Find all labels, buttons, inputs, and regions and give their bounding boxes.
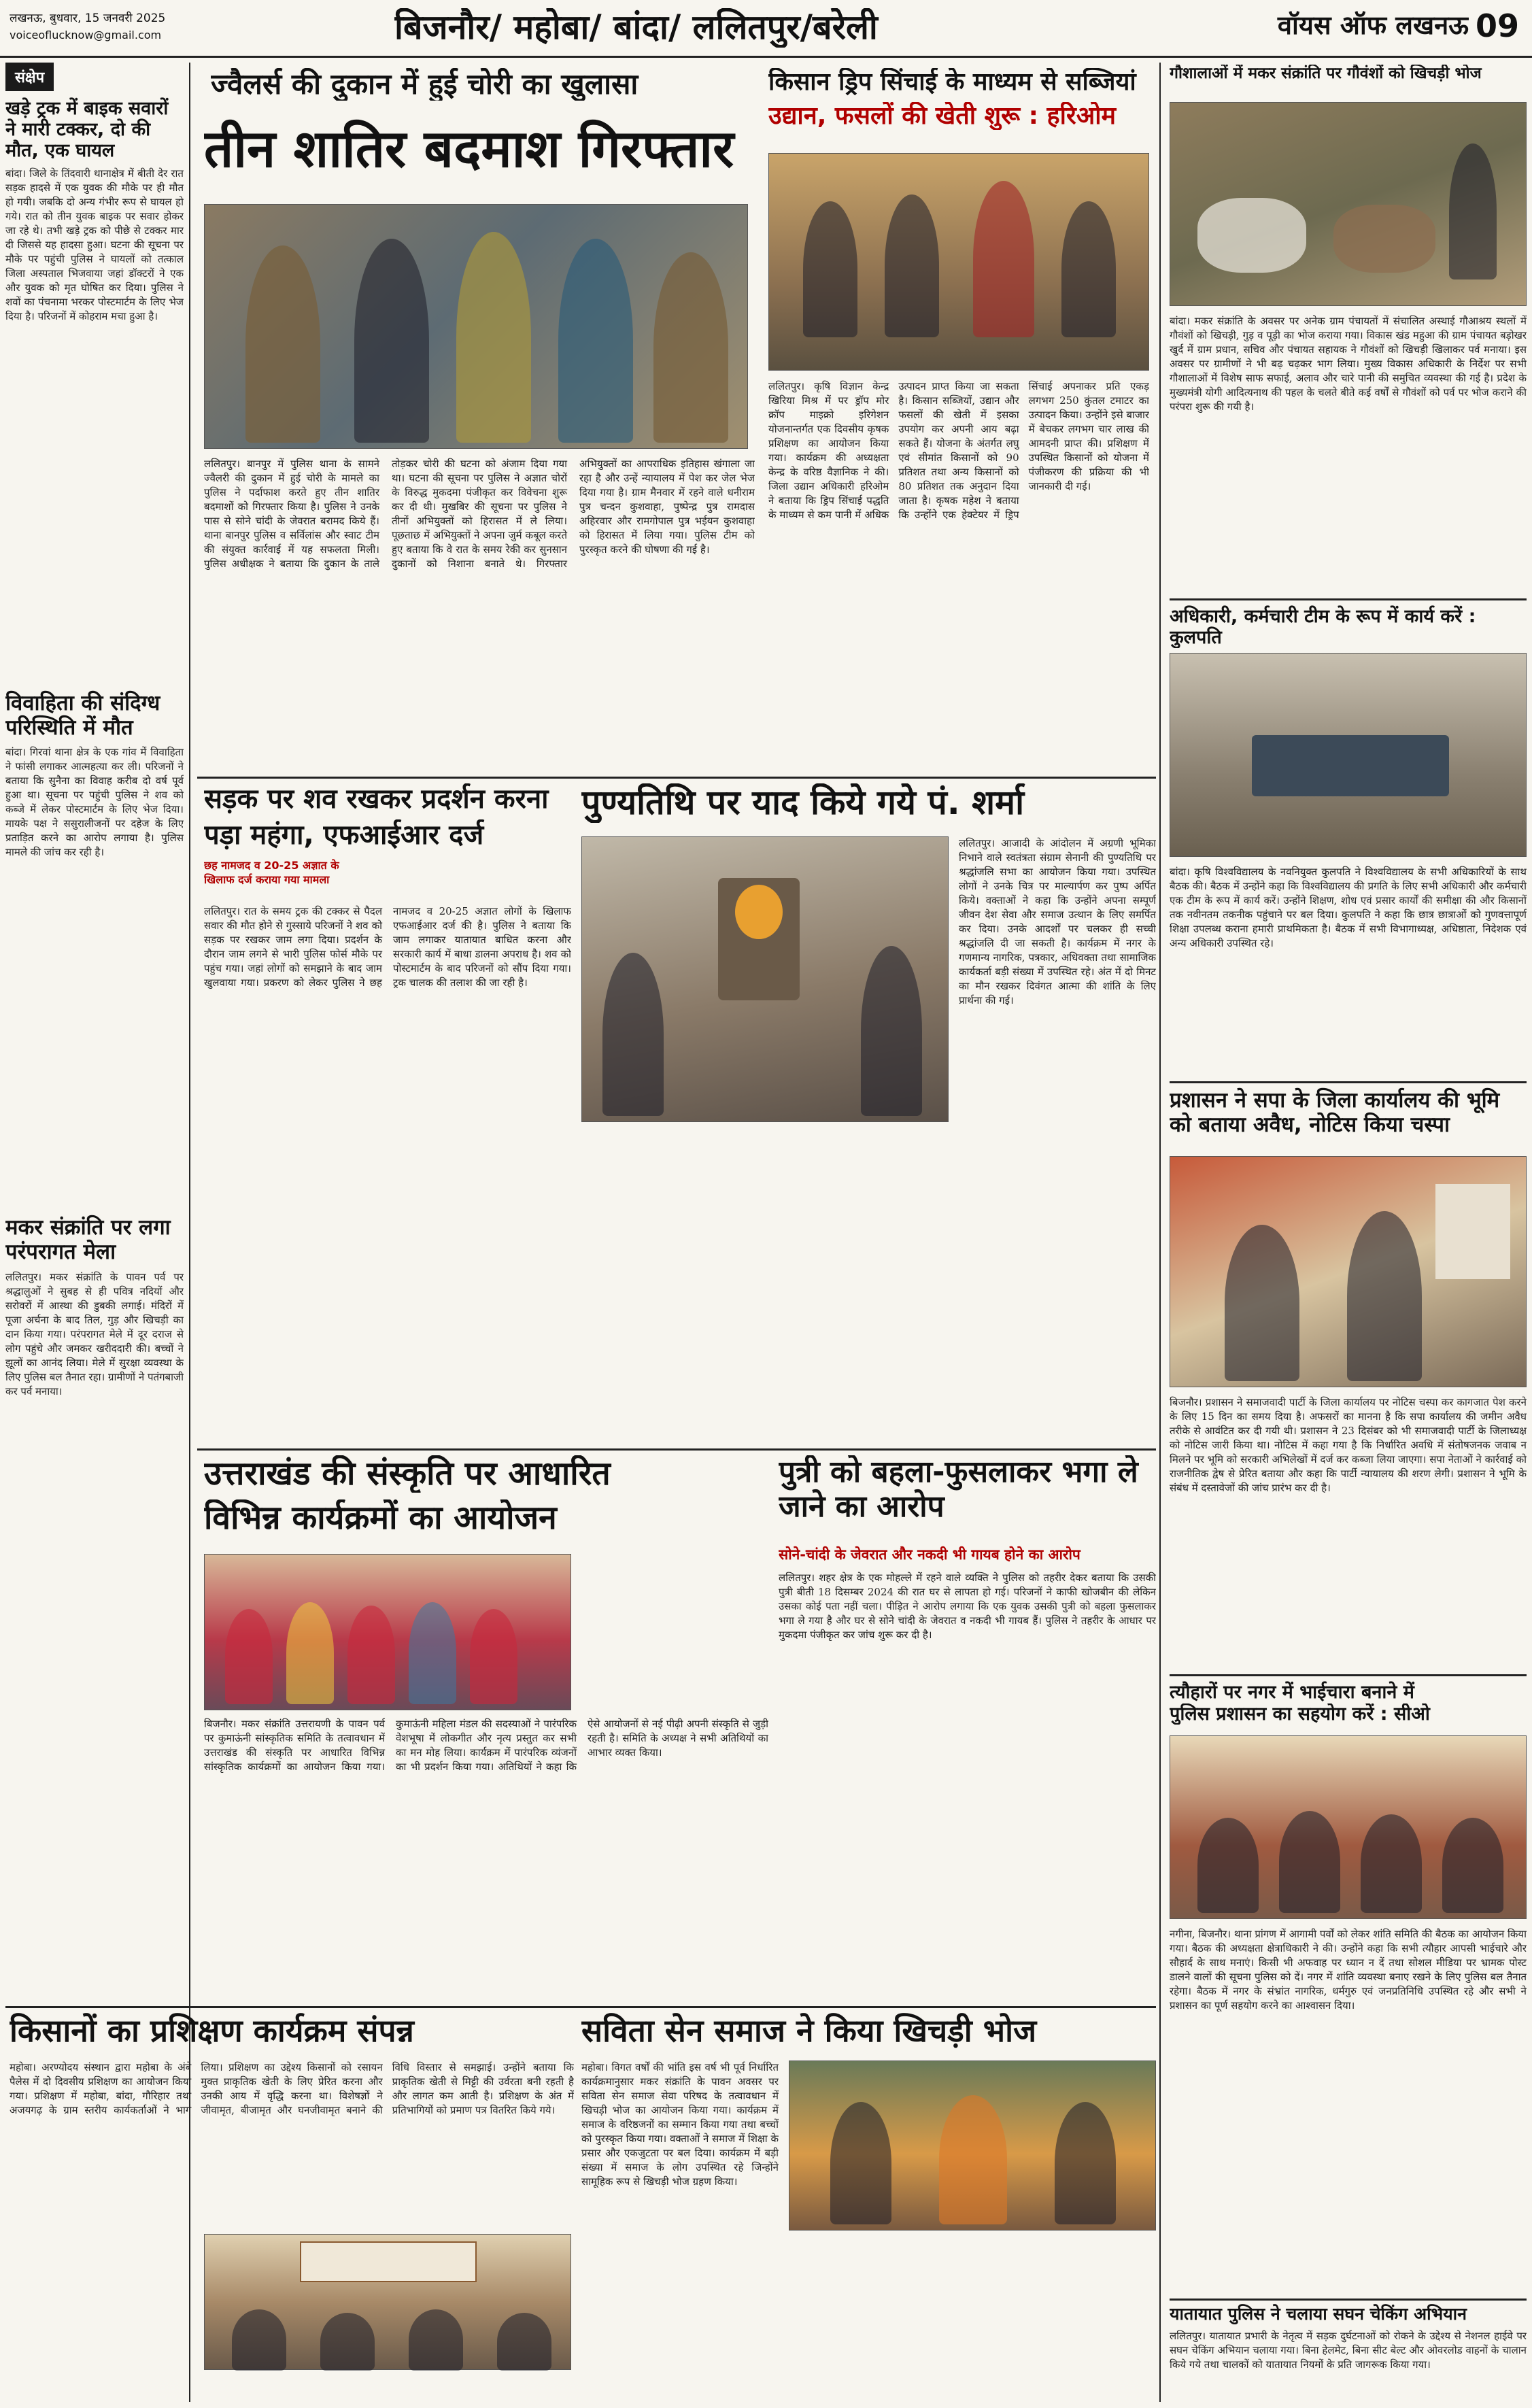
kisanon-body: महोबा। अरण्योदय संस्थान द्वारा महोबा के अंबे पैलेस में दो दिवसीय प्रशिक्षण का आयोजन किया गया। प्रशिक्षण में महोबा, बांदा, गौरिहार तथा अजयगढ़ के ग्राम स्तरीय कार्यकर्ताओं ने भाग लिया। प्रशिक्षण का उद्देश्य किसानों को रसायन मुक्त प्राकृतिक खेती के लिए प्रेरित करना और उनकी आय में वृद्धि करना था। विशेषज्ञों ने जीवामृत, बीजामृत और घनजीवामृत बनाने की विधि विस्तार से समझाई। उन्होंने बताया कि प्राकृतिक खेती से मिट्टी की उर्वरता बनी रहती है और लागत कम आती है। प्रशिक्षण के अंत में प्रतिभागियों को प्रमाण पत्र वितरित किये गये। [10, 2061, 574, 2116]
paper-name: वॉयस ऑफ लखनऊ [1277, 11, 1469, 40]
prashasan-headline: प्रशासन ने सपा के जिला कार्यालय की भूमि को बताया अवैध, नोटिस किया चस्पा [1170, 1081, 1527, 1137]
lead-kicker: ज्वैलर्स की दुकान में हुई चोरी का खुलासा [211, 68, 639, 101]
putri-strap: सोने-चांदी के जेवरात और नकदी भी गायब होने का आरोप [779, 1546, 1080, 1563]
putri-headline: पुत्री को बहला-फुसलाकर भगा ले जाने का आरोप [779, 1455, 1138, 1524]
officer-headline: अधिकारी, कर्मचारी टीम के रूप में कार्य करें : कुलपति [1170, 598, 1527, 648]
lead-headline: तीन शातिर बदमाश गिरफ्तार [204, 119, 734, 179]
kisan-body: ललितपुर। कृषि विज्ञान केन्द्र खिरिया मिश्र में पर ड्रॉप मोर क्रॉप माइक्रो इरिगेशन योजनान्तर्गत एक दिवसीय कृषक प्रशिक्षण का आयोजन किया गया। कार्यक्रम की अध्यक्षता केन्द्र के वरिष्ठ वैज्ञानिक ने की। जिला उद्यान अधिकारी हरिओम ने बताया कि ड्रिप सिंचाई पद्धति के माध्यम से कम पानी में अधिक उत्पादन प्राप्त किया जा सकता है। किसान सब्जियों, उद्यान और फसलों की खेती में इसका उपयोग कर अपनी आय बढ़ा सकते हैं। योजना के अंतर्गत लघु एवं सीमांत किसानों को 90 प्रतिशत तथा अन्य किसानों को 80 प्रतिशत तक अनुदान दिया जाता है। कृषक महेश ने बताया कि उन्होंने एक हेक्टेयर में ड्रिप सिंचाई अपनाकर प्रति एकड़ लगभग 250 कुंतल टमाटर का उत्पादन किया। उन्होंने इसे बाजार में बेचकर लगभग चार लाख की आमदनी प्राप्त की। प्रशिक्षण में उपस्थित किसानों को योजना में पंजीकरण की प्रक्रिया की भी जानकारी दी गई। [768, 380, 1149, 521]
band-rule-3 [5, 2006, 1156, 2008]
uttarakhand-body: बिजनौर। मकर संक्रांति उत्तरायणी के पावन पर्व पर कुमाऊंनी सांस्कृतिक समिति के तत्वावधान में उत्तराखंड की संस्कृति पर आधारित विभिन्न सांस्कृतिक कार्यक्रमों का आयोजन किया गया। कुमाऊंनी महिला मंडल की सदस्याओं ने पारंपरिक वेशभूषा में लोकगीत और नृत्य प्रस्तुत कर सभी का मन मोह लिया। कार्यक्रम में पारंपरिक व्यंजनों का भी प्रदर्शन किया गया। अतिथियों ने कहा कि ऐसे आयोजनों से नई पीढ़ी अपनी संस्कृति से जुड़ी रहती है। समिति के अध्यक्ष ने सभी अतिथियों का आभार व्यक्त किया। [204, 1718, 768, 1773]
officer-photo [1170, 653, 1527, 857]
masthead [0, 0, 1532, 56]
tyohar-photo [1170, 1735, 1527, 1919]
sadak-strap: छह नामजद व 20-25 अज्ञात के खिलाफ दर्ज कराया गया मामला [204, 859, 339, 886]
page-number: 09 [1476, 8, 1520, 44]
savita-body-continued [789, 2237, 1156, 2401]
date-line: लखनऊ, बुधवार, 15 जनवरी 2025 [10, 12, 166, 25]
band-rule-2 [197, 1448, 1156, 1451]
uttarakhand-photo [204, 1554, 571, 1710]
savita-body: महोबा। विगत वर्षों की भांति इस वर्ष भी पूर्व निर्धारित कार्यक्रमानुसार मकर संक्रांति के पावन अवसर पर सविता सेन समाज सेवा परिषद के तत्वावधान में खिचड़ी भोज का आयोजन किया गया। कार्यक्रम में समाज के वरिष्ठजनों का सम्मान किया गया तथा बच्चों को पुरस्कृत किया गया। वक्ताओं ने समाज में शिक्षा के प्रसार और एकजुटता पर बल दिया। कार्यक्रम में बड़ी संख्या में समाज के लोग उपस्थित रहे जिन्होंने सामूहिक रूप से खिचड़ी भोज ग्रहण किया। [581, 2061, 779, 2188]
uttarakhand-headline-line2: विभिन्न कार्यक्रमों का आयोजन [204, 1499, 557, 1537]
column-rule-2 [1159, 63, 1161, 2402]
brief-item3-title: मकर संक्रांति पर लगा परंपरागत मेला [5, 1215, 171, 1265]
gaushala-photo [1170, 102, 1527, 306]
regions: बिजनौर/ महोबा/ बांदा/ ललितपुर/बरेली [394, 8, 878, 47]
tyohar-headline-line2: पुलिस प्रशासन का सहयोग करें : सीओ [1170, 1703, 1430, 1725]
gaushala-body: बांदा। मकर संक्रांति के अवसर पर अनेक ग्राम पंचायतों में संचालित अस्थाई गौआश्रय स्थलों में गौवंशों को खिचड़ी, गुड़ व पूड़ी का भोज कराया गया। विकास खंड महुआ की ग्राम पंचायत बड़ोखर खुर्द में ग्राम प्रधान, सचिव और पंचायत सहायक ने गौवंशों को खिचड़ी खिलाकर पर्व मनाया। इस अवसर पर ग्रामीणों ने भी बढ़ चढ़कर भाग लिया। मुख्य विकास अधिकारी के निर्देश पर सभी गौशालाओं में विशेष साफ सफाई, अलाव और चारे पानी की समुचित व्यवस्था की गई है। प्रदेश के मुख्यमंत्री योगी आदित्यनाथ की पहल के चलते बीते कई वर्षों से गौवंशों को पर्व पर भोज कराने की परंपरा शुरू की गयी है। [1170, 315, 1527, 413]
putri-body: ललितपुर। शहर क्षेत्र के एक मोहल्ले में रहने वाले व्यक्ति ने पुलिस को तहरीर देकर बताया कि उसकी पुत्री बीती 18 दिसम्बर 2024 की रात घर से लापता हो गई। परिजनों ने काफी खोजबीन की लेकिन उसका कोई पता नहीं चला। पीड़ित ने आरोप लगाया कि एक युवक उसकी पुत्री को बहला फुसलाकर भगा ले गया है और घर से सोने चांदी के जेवरात व नकदी भी गायब हैं। पुलिस ने तहरीर के आधार पर मुकदमा पंजीकृत कर जांच शुरू कर दी है। [779, 1572, 1156, 1641]
tyohar-body: नगीना, बिजनौर। थाना प्रांगण में आगामी पर्वों को लेकर शांति समिति की बैठक का आयोजन किया गया। बैठक की अध्यक्षता क्षेत्राधिकारी ने की। उन्होंने कहा कि सभी त्यौहार आपसी भाईचारे और सौहार्द के साथ मनाएं। किसी भी अफवाह पर ध्यान न दें तथा सोशल मीडिया पर भ्रामक पोस्ट डालने वालों की सूचना पुलिस को दें। नगर में शांति व्यवस्था बनाए रखने के लिए पुलिस बल तैनात रहेगा। बैठक में नगर के संभ्रांत नागरिक, धर्मगुरु एवं जनप्रतिनिधि उपस्थित रहे और सभी ने प्रशासन का पूर्ण सहयोग करने का आश्वासन दिया। [1170, 1928, 1527, 2012]
checking-body: ललितपुर। यातायात प्रभारी के नेतृत्व में सड़क दुर्घटनाओं को रोकने के उद्देश्य से नेशनल हाईवे पर सघन चेकिंग अभियान चलाया गया। बिना हेलमेट, बिना सीट बेल्ट और ओवरलोड वाहनों के चालान किये गये तथा चालकों को यातायात नियमों के प्रति जागरूक किया गया। [1170, 2330, 1527, 2371]
brief-label: संक्षेप [5, 63, 54, 91]
brief-column [5, 63, 184, 2402]
punya-headline: पुण्यतिथि पर याद किये गये पं. शर्मा [581, 783, 1025, 822]
uttarakhand-headline-line1: उत्तराखंड की संस्कृति पर आधारित [204, 1455, 611, 1493]
punya-body: ललितपुर। आजादी के आंदोलन में अग्रणी भूमिका निभाने वाले स्वतंत्रता संग्राम सेनानी की पुण्यतिथि पर श्रद्धांजलि सभा का आयोजन किया गया। उपस्थित लोगों ने उनके चित्र पर माल्यार्पण कर पुष्प अर्पित किये। वक्ताओं ने कहा कि उन्होंने अपना सम्पूर्ण जीवन देश सेवा और समाज उत्थान के लिए समर्पित कर दिया। उनके आदर्शों पर चलकर ही सच्ची श्रद्धांजलि दी जा सकती है। कार्यक्रम में नगर के गणमान्य नागरिक, पत्रकार, अधिवक्ता तथा सामाजिक कार्यकर्ता बड़ी संख्या में उपस्थित रहे। अंत में दो मिनट का मौन रखकर दिवंगत आत्मा की शांति के लिए प्रार्थना की गई। [959, 837, 1156, 1006]
tyohar-headline-line1: त्यौहारों पर नगर में भाईचारा बनाने में [1170, 1674, 1527, 1703]
lead-photo [204, 204, 748, 449]
punya-body-continued [581, 1130, 949, 1436]
savita-photo [789, 2061, 1156, 2231]
punya-photo [581, 836, 949, 1122]
checking-headline: यातायात पुलिस ने चलाया सघन चेकिंग अभियान [1170, 2299, 1527, 2324]
kisan-headline-line1: किसान ड्रिप सिंचाई के माध्यम से सब्जियां [768, 68, 1136, 96]
gaushala-headline: गौशालाओं में मकर संक्रांति पर गौवंशों को खिचड़ी भोज [1170, 65, 1482, 82]
band-rule-1 [197, 777, 1156, 779]
kisan-photo [768, 153, 1149, 371]
prashasan-body: बिजनौर। प्रशासन ने समाजवादी पार्टी के जिला कार्यालय पर नोटिस चस्पा कर कागजात पेश करने के लिए 15 दिन का समय दिया है। अफसरों का मानना है कि सपा कार्यालय की जमीन अवैध तरीके से आवंटित कर दी गयी थी। प्रशासन ने 23 दिसंबर को भी समाजवादी पार्टी के जिलाध्यक्ष को नोटिस जारी किया था। नोटिस में कहा गया है कि निर्धारित अवधि में संतोषजनक जवाब न मिलने पर भूमि को सरकारी अभिलेखों में दर्ज कर कब्जा लिया जाएगा। सपा नेताओं ने कार्रवाई को राजनीतिक द्वेष से प्रेरित बताया और कहा कि पार्टी न्यायालय की शरण लेगी। प्रशासन ने भूमि के संबंध में दस्तावेजों की जांच प्रारंभ कर दी है। [1170, 1396, 1527, 1494]
kisan-headline-line2: उद्यान, फसलों की खेती शुरू : हरिओम [768, 102, 1117, 130]
savita-headline: सविता सेन समाज ने किया खिचड़ी भोज [581, 2013, 1037, 2049]
brief-item3-body: ललितपुर। मकर संक्रांति के पावन पर्व पर श्रद्धालुओं ने सुबह से ही पवित्र नदियों और सरोवरों में आस्था की डुबकी लगाई। मंदिरों में पूजा अर्चना के बाद तिल, गुड़ और खिचड़ी का दान किया गया। परंपरागत मेले में दूर दराज से लोग पहुंचे और जमकर खरीददारी की। बच्चों ने झूलों का आनंद लिया। मेले में सुरक्षा व्यवस्था के लिए पुलिस बल तैनात रहा। ग्रामीणों ने पतंगबाजी कर पर्व मनाया। [5, 1270, 184, 1397]
sadak-body: ललितपुर। रात के समय ट्रक की टक्कर से पैदल सवार की मौत होने से गुस्साये परिजनों ने शव को सड़क पर रखकर जाम लगा दिया। प्रदर्शन के दौरान जाम लगने से भारी पुलिस फोर्स मौके पर पहुंच गया। जहां लोगों को समझाने के बाद जाम खुलवाया गया। प्रकरण को लेकर पुलिस ने छह नामजद व 20-25 अज्ञात लोगों के खिलाफ एफआईआर दर्ज की है। पुलिस ने बताया कि जाम लगाकर यातायात बाधित करना और सरकारी कार्य में बाधा डालना अपराध है। शव को पोस्टमार्टम के बाद परिजनों को सौंप दिया गया। ट्रक चालक की तलाश की जा रही है। [204, 905, 571, 989]
sadak-headline-line2: पड़ा महंगा, एफआईआर दर्ज [204, 819, 484, 851]
officer-body: बांदा। कृषि विश्वविद्यालय के नवनियुक्त कुलपति ने विश्वविद्यालय के सभी अधिकारियों के साथ बैठक की। बैठक में उन्होंने कहा कि विश्वविद्यालय की प्रगति के लिए सभी अधिकारी और कर्मचारी एक टीम के रूप में कार्य करें। उन्होंने शिक्षण, शोध एवं प्रसार कार्यों की समीक्षा की और किसानों तक नवीनतम तकनीक पहुंचाने पर बल दिया। कुलपति ने कहा कि छात्र छात्राओं को गुणवत्तापूर्ण शिक्षा उपलब्ध कराना हमारी प्राथमिकता है। बैठक में सभी विभागाध्यक्ष, अधिष्ठाता, निदेशक एवं अन्य अधिकारी उपस्थित रहे। [1170, 866, 1527, 949]
column-rule [189, 63, 190, 2402]
lead-body: ललितपुर। बानपुर में पुलिस थाना के सामने ज्वैलरी की दुकान में हुई चोरी के मामले का पुलिस ने पर्दाफाश करते हुए तीन शातिर बदमाशों को गिरफ्तार किया है। पुलिस ने उनके पास से सोने चांदी के जेवरात बरामद किये हैं। थाना बानपुर पुलिस व सर्विलांस और स्वाट टीम की संयुक्त कार्रवाई में यह सफलता मिली। पुलिस अधीक्षक ने बताया कि दुकान के ताले तोड़कर चोरी की घटना को अंजाम दिया गया था। घटना की सूचना पर पुलिस ने अज्ञात चोरों के विरुद्ध मुकदमा पंजीकृत कर विवेचना शुरू कर दी थी। मुखबिर की सूचना पर पुलिस ने तीनों अभियुक्तों को हिरासत में ले लिया। पूछताछ में अभियुक्तों ने अपना जुर्म कबूल करते हुए बताया कि वे रात के समय रेकी कर सुनसान दुकानों को निशाना बनाते थे। गिरफ्तार अभियुक्तों का आपराधिक इतिहास खंगाला जा रहा है और उन्हें न्यायालय में पेश कर जेल भेज दिया गया है। ग्राम मैनवार में रहने वाले धनीराम पुत्र चन्दन कुशवाहा, पुष्पेन्द्र पुत्र रामदास अहिरवार और रामगोपाल पुत्र भईयन कुशवाहा को हिरासत में लिया गया। पुलिस टीम को पुरस्कृत करने की घोषणा की गई है। [204, 458, 755, 570]
email: voiceoflucknow@gmail.com [10, 29, 162, 41]
brief-item1-body: बांदा। जिले के तिंदवारी थानाक्षेत्र में बीती देर रात सड़क हादसे में एक युवक की मौके पर ही मौत हो गयी। जबकि दो अन्य गंभीर रूप से घायल हो गये। रात को तीन युवक बाइक पर सवार होकर जा रहे थे। तभी खड़े ट्रक को पीछे से टक्कर मार दी जिससे यह हादसा हुआ। घटना की सूचना पर मौके पर पहुंची पुलिस ने घायलों को तत्काल जिला अस्पताल भिजवाया जहां डॉक्टरों ने एक और युवक को मृत घोषित कर दिया। पुलिस ने शवों का पंचनामा भरकर पोस्टमार्टम के लिए भेज दिया है। परिजनों में कोहराम मचा हुआ है। [5, 167, 184, 323]
kisanon-headline: किसानों का प्रशिक्षण कार्यक्रम संपन्न [10, 2013, 414, 2049]
masthead-rule [0, 56, 1532, 58]
kisanon-photo [204, 2234, 571, 2370]
prashasan-photo [1170, 1156, 1527, 1387]
brief-item2-body: बांदा। गिरवां थाना क्षेत्र के एक गांव में विवाहिता ने फांसी लगाकर आत्महत्या कर ली। परिजनों ने बताया कि सुनैना का विवाह करीब दो वर्ष पूर्व हुआ था। सूचना पर पहुंची पुलिस ने शव को कब्जे में लेकर पोस्टमार्टम के लिए भेज दिया। मायके पक्ष ने ससुरालीजनों पर दहेज के लिए प्रताड़ित करने का आरोप लगाया है। पुलिस मामले की जांच कर रही है। [5, 746, 184, 859]
brief-item1-title: खड़े ट्रक में बाइक सवारों ने मारी टक्कर, दो की मौत, एक घायल [5, 98, 169, 162]
kisanon-body-continued [10, 2237, 197, 2401]
sadak-headline-line1: सड़क पर शव रखकर प्रदर्शन करना [204, 783, 549, 815]
brief-item2-title: विवाहिता की संदिग्ध परिस्थिति में मौत [5, 691, 160, 740]
